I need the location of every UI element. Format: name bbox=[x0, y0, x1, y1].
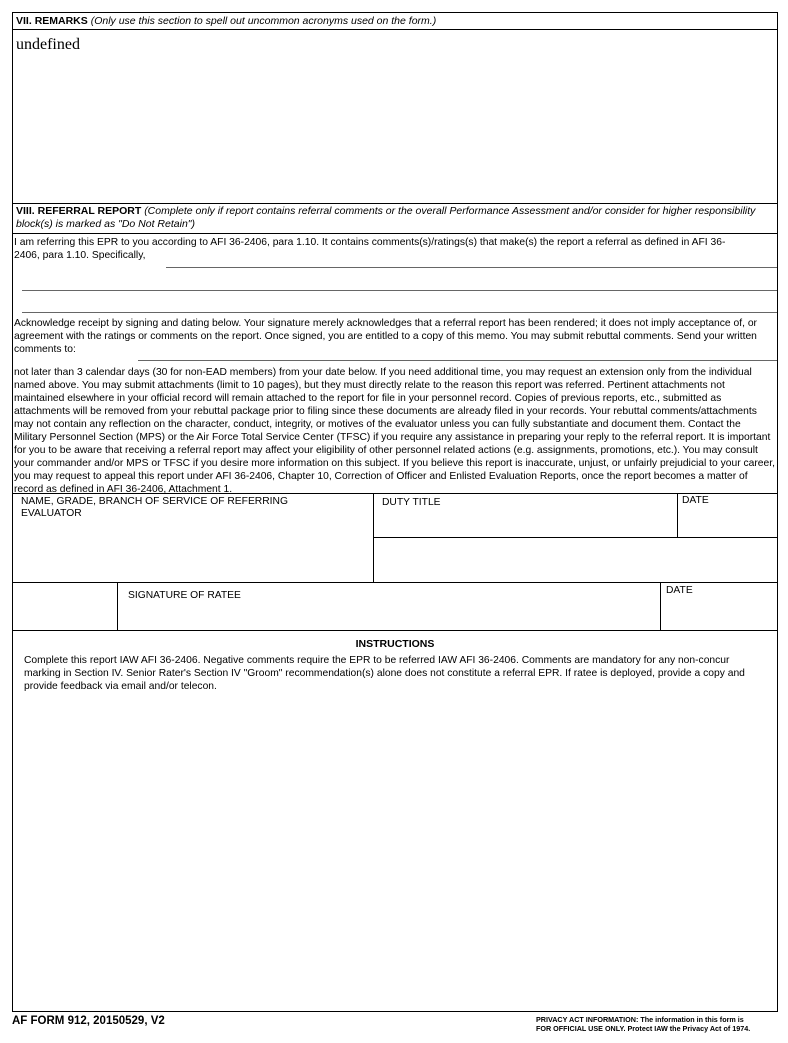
remarks-field[interactable]: undefined bbox=[16, 36, 80, 53]
divider bbox=[12, 203, 778, 204]
referral-header bbox=[16, 205, 761, 231]
date-label: DATE bbox=[682, 495, 709, 506]
referral-acknowledge: Acknowledge receipt by signing and dating below. Your signature merely acknowledges that a referral report has been rendered; it does not imply acceptance of, or agreement with the ratings or comments on the report. Once signed, you are entitled to a copy of this memo. You may submit rebuttal comments. Send your written comments to: bbox=[14, 318, 757, 355]
divider bbox=[12, 582, 778, 583]
instructions-title: INSTRUCTIONS bbox=[355, 638, 435, 650]
specifically-line[interactable] bbox=[22, 290, 777, 291]
divider bbox=[12, 493, 778, 494]
referral-rebuttal: not later than 3 calendar days (30 for non-EAD members) from your date below. If you need additional time, you may request an extension only from the individual named above. You may submit attachments (limit to 10 pages), but they must directly relate to the reason this report was referred. Pertinent attachments not maintained elsewhere in your official record will remain attached to the report for file in your personnel record. Copies of previous reports, etc., submitted as attachments will be removed from your rebuttal package prior to filing since these documents are already filed in your records. Your rebuttal comments/attachments may not contain any reflection on the character, conduct, integrity, or motives of the evaluator unless you can fully substantiate and document them. Contact the Military Personnel Section (MPS) or the Air Force Total Service Center (TFSC) if you require any assistance in preparing your reply to the referral report. It is important for you to be aware that receiving a referral report may affect your eligibility of other personnel related actions (e.g. assignments, promotions, etc.). You may consult your commander and/or MPS or TFSC if you desire more information on this subject. If you believe this report is inaccurate, unjust, or unfairly prejudicial to your career, you may request to appeal this report under AFI 36-2406, Chapter 10, Correction of Officer and Enlisted Evaluation Reports, once the report becomes a matter of record as defined in AFI 36-2406, Attachment 1. bbox=[14, 367, 775, 493]
divider bbox=[117, 582, 118, 630]
divider bbox=[660, 582, 661, 630]
divider bbox=[373, 537, 778, 538]
referral-note: (Complete only if report contains referral comments or the overall Performance Assessment and/or consider for higher responsibility block(s) is marked as "Do Not Retain") bbox=[16, 205, 756, 230]
instructions-text: Complete this report IAW AFI 36-2406. Negative comments require the EPR to be referred IAW AFI 36-2406. Comments are mandatory for any non-concur marking in Section IV. Senior Rater's Section IV "Groom" recommendation(s) alone does not constitute a referral EPR. If ratee is deployed, provide a copy and provide feedback via email and/or telecon. bbox=[24, 655, 745, 692]
evaluator-field[interactable] bbox=[14, 522, 370, 580]
referral-number: VIII. bbox=[16, 205, 35, 217]
evaluator-signature-field[interactable] bbox=[376, 540, 774, 580]
referral-intro: I am referring this EPR to you according to AFI 36-2406, para 1.10. It contains comments(s)/ratings(s) that make(s) the report a referral as defined in AFI 36-2406, para 1.10. Specifically, bbox=[14, 237, 726, 261]
duty-title-label: DUTY TITLE bbox=[382, 497, 441, 508]
ratee-date-field[interactable] bbox=[664, 600, 774, 628]
remarks-title: REMARKS bbox=[34, 15, 88, 27]
remarks-number: VII. bbox=[16, 15, 32, 27]
specifically-line[interactable] bbox=[166, 267, 777, 268]
privacy-line: PRIVACY ACT INFORMATION: The information in this form is bbox=[536, 1015, 744, 1024]
form-id: AF FORM 912, 20150529, V2 bbox=[12, 1015, 165, 1027]
remarks-header bbox=[16, 15, 776, 28]
divider bbox=[677, 493, 678, 537]
divider bbox=[12, 630, 778, 631]
privacy-line: FOR OFFICIAL USE ONLY. Protect IAW the Privacy Act of 1974. bbox=[536, 1024, 751, 1033]
divider bbox=[12, 29, 778, 30]
divider bbox=[12, 233, 778, 234]
ratee-signature-field[interactable] bbox=[120, 604, 656, 628]
signature-of-ratee-label: SIGNATURE OF RATEE bbox=[128, 590, 241, 601]
evaluator-date-field[interactable] bbox=[680, 510, 774, 536]
privacy-act-notice bbox=[536, 1015, 778, 1033]
send-comments-line[interactable] bbox=[138, 360, 777, 361]
referral-title: REFERRAL REPORT bbox=[37, 205, 142, 217]
remarks-note: (Only use this section to spell out uncommon acronyms used on the form.) bbox=[90, 15, 437, 27]
date-label: DATE bbox=[666, 585, 693, 596]
specifically-line[interactable] bbox=[22, 312, 777, 313]
evaluator-label: NAME, GRADE, BRANCH OF SERVICE OF REFERRING EVALUATOR bbox=[21, 496, 288, 519]
duty-title-field[interactable] bbox=[376, 512, 674, 536]
